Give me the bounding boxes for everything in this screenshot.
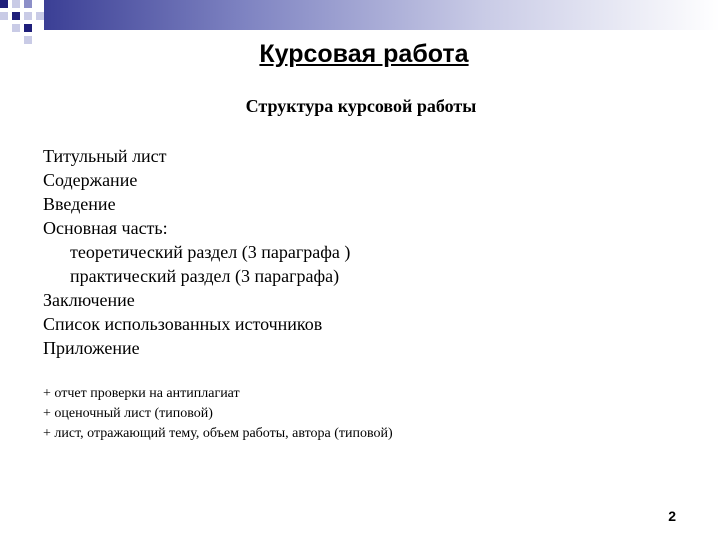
list-item: Основная часть: (43, 218, 168, 238)
list-item: Титульный лист (43, 146, 167, 166)
note-item: + лист, отражающий тему, объем работы, автора (типовой) (43, 426, 393, 441)
decor-square (12, 12, 20, 20)
decor-square (0, 12, 8, 20)
decor-square (24, 24, 32, 32)
list-item: Приложение (43, 338, 140, 358)
appendix-notes (43, 384, 393, 444)
decor-square (24, 0, 32, 8)
decor-square (12, 24, 20, 32)
decor-square (24, 12, 32, 20)
page-number: 2 (668, 508, 676, 524)
slide-title: Курсовая работа (259, 40, 469, 68)
note-item: + оценочный лист (типовой) (43, 406, 213, 421)
list-subitem: практический раздел (3 параграфа) (70, 266, 340, 286)
note-item: + отчет проверки на антиплагиат (43, 386, 240, 401)
decor-square (12, 0, 20, 8)
list-item: Содержание (43, 170, 138, 190)
list-subitem: теоретический раздел (3 параграфа ) (70, 242, 351, 262)
decor-square (36, 12, 44, 20)
list-item: Введение (43, 194, 116, 214)
header-band (44, 0, 720, 30)
list-item: Заключение (43, 290, 135, 310)
slide-subtitle: Структура курсовой работы (245, 96, 477, 116)
list-item: Список использованных источников (43, 314, 323, 334)
decor-square (0, 0, 8, 8)
structure-list (43, 144, 350, 360)
